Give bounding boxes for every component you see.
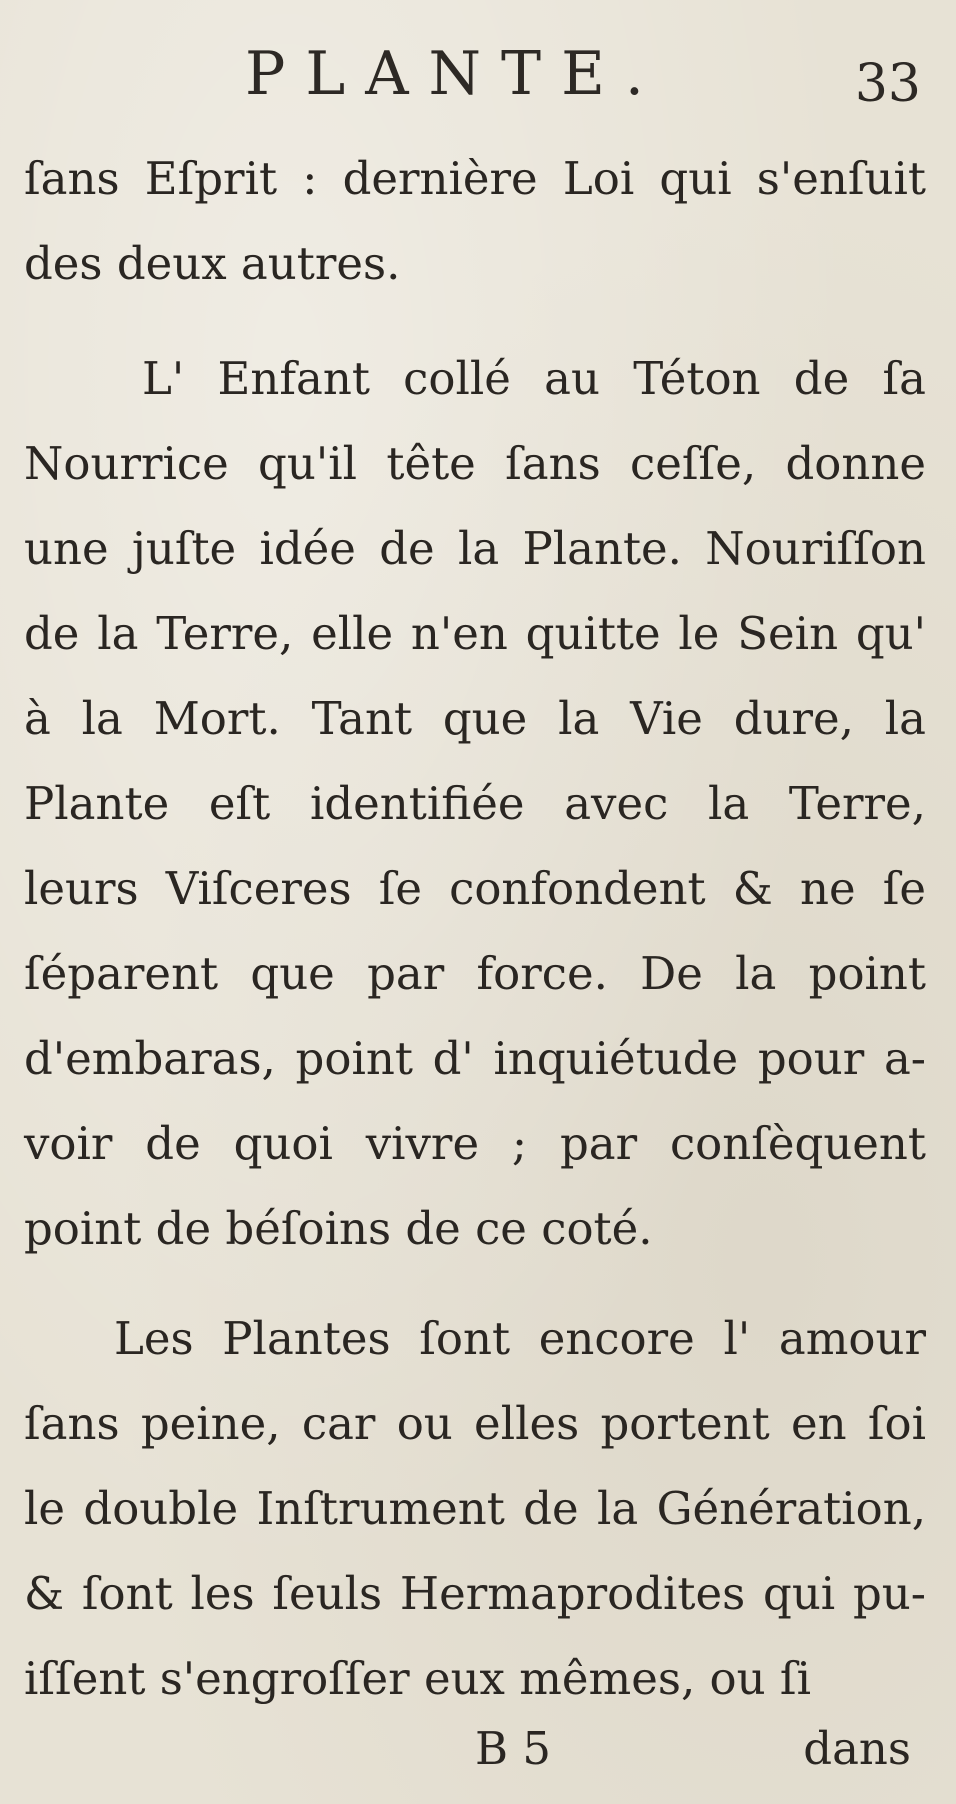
signature-mark: B 5: [475, 1722, 552, 1775]
paragraph-3: Les Plantes ſont encore l' amour ſans peine, car ou elles portent en ſoi le double Inſtrument de la Génération, & ſont les ſeuls Hermaprodites qui pu-iſſent s'engroſſer eux mêmes, ou ſi: [24, 1312, 926, 1705]
catchword: dans: [803, 1722, 911, 1775]
running-head-title: PLANTE.: [245, 39, 664, 109]
page-number: 33: [854, 54, 921, 114]
paragraph-1: ſans Eſprit : dernière Loi qui s'enſuit des deux autres.: [24, 152, 926, 290]
paragraph-2: L' Enfant collé au Téton de ſa Nourrice qu'il tête ſans ceſſe, donne une juſte idée de la Plante. Nouriſſon de la Terre, elle n'en quitte le Sein qu' à la Mort. Tant que la Vie dure, la Plante eſt identifiée avec la Terre, leurs Viſceres ſe confondent & ne ſe ſéparent que par force. De la point d'embaras, point d' inquiétude pour a-voir de quoi vivre ; par conſèquent point de béſoins de ce coté.: [24, 352, 926, 1255]
